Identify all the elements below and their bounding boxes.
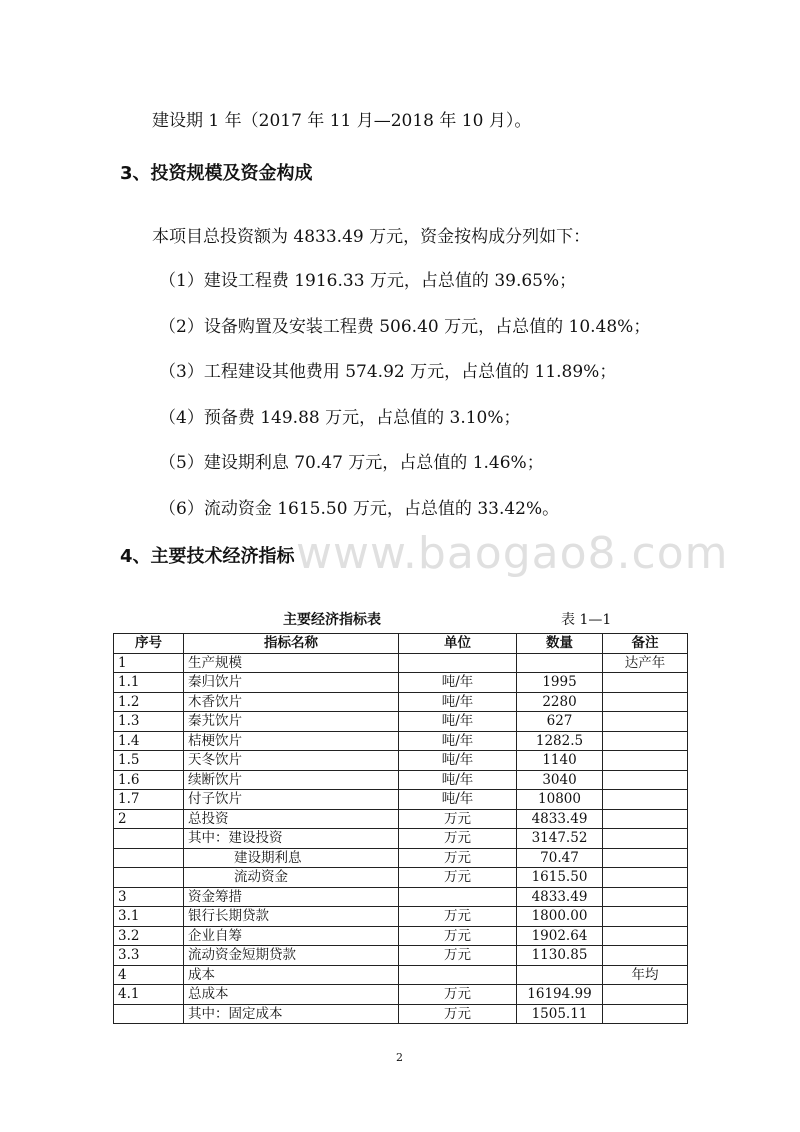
row-indicator: 秦归饮片 (184, 673, 399, 693)
table-header-row (114, 634, 688, 654)
row-unit (399, 965, 517, 985)
row-remark: 达产年 (603, 653, 688, 673)
row-quantity: 3147.52 (517, 829, 603, 849)
row-seq: 1.2 (114, 692, 184, 712)
row-indicator: 其中：固定成本 (184, 1004, 399, 1024)
row-quantity: 627 (517, 712, 603, 732)
row-quantity: 2280 (517, 692, 603, 712)
row-unit: 万元 (399, 868, 517, 888)
row-indicator: 桔梗饮片 (184, 731, 399, 751)
row-unit: 万元 (399, 829, 517, 849)
row-seq: 1.1 (114, 673, 184, 693)
table-row (114, 985, 688, 1005)
header-quantity: 数量 (517, 634, 603, 654)
row-unit (399, 887, 517, 907)
row-seq: 3.3 (114, 946, 184, 966)
row-remark (603, 712, 688, 732)
header-remarks: 备注 (603, 634, 688, 654)
table-row (114, 829, 688, 849)
header-unit: 单位 (399, 634, 517, 654)
row-seq: 3.1 (114, 907, 184, 927)
table-row (114, 673, 688, 693)
row-remark: 年均 (603, 965, 688, 985)
row-quantity: 4833.49 (517, 809, 603, 829)
row-remark (603, 985, 688, 1005)
row-quantity (517, 965, 603, 985)
row-remark (603, 770, 688, 790)
table-row (114, 653, 688, 673)
row-seq: 2 (114, 809, 184, 829)
row-unit: 吨/年 (399, 731, 517, 751)
row-indicator: 木香饮片 (184, 692, 399, 712)
row-seq (114, 848, 184, 868)
row-indicator: 天冬饮片 (184, 751, 399, 771)
economic-indicators-table (113, 633, 688, 1024)
construction-period-text: 建设期 1 年（2017 年 11 月—2018 年 10 月）。 (152, 111, 532, 131)
row-quantity: 4833.49 (517, 887, 603, 907)
row-seq: 3.2 (114, 926, 184, 946)
row-unit: 万元 (399, 848, 517, 868)
row-indicator: 续断饮片 (184, 770, 399, 790)
row-indicator: 其中：建设投资 (184, 829, 399, 849)
row-remark (603, 751, 688, 771)
row-indicator: 成本 (184, 965, 399, 985)
row-quantity: 1615.50 (517, 868, 603, 888)
row-indicator: 流动资金短期贷款 (184, 946, 399, 966)
row-seq: 1.7 (114, 790, 184, 810)
row-remark (603, 926, 688, 946)
row-remark (603, 829, 688, 849)
row-unit: 吨/年 (399, 751, 517, 771)
investment-item-4: （4）预备费 149.88 万元，占总值的 3.10%； (159, 408, 521, 428)
investment-item-6: （6）流动资金 1615.50 万元，占总值的 33.42%。 (159, 499, 560, 519)
row-seq: 1 (114, 653, 184, 673)
row-unit: 万元 (399, 926, 517, 946)
table-row (114, 790, 688, 810)
table-number: 表 1—1 (561, 612, 612, 628)
row-quantity: 16194.99 (517, 985, 603, 1005)
row-seq: 1.4 (114, 731, 184, 751)
row-unit: 吨/年 (399, 673, 517, 693)
row-indicator: 秦艽饮片 (184, 712, 399, 732)
row-seq: 1.5 (114, 751, 184, 771)
table-row (114, 887, 688, 907)
row-seq: 1.6 (114, 770, 184, 790)
row-remark (603, 809, 688, 829)
investment-item-5: （5）建设期利息 70.47 万元，占总值的 1.46%； (159, 453, 544, 473)
row-quantity (517, 653, 603, 673)
table-row (114, 868, 688, 888)
row-quantity: 70.47 (517, 848, 603, 868)
row-indicator: 银行长期贷款 (184, 907, 399, 927)
row-remark (603, 1004, 688, 1024)
row-indicator: 付子饮片 (184, 790, 399, 810)
row-unit: 万元 (399, 946, 517, 966)
row-indicator: 总投资 (184, 809, 399, 829)
row-unit: 万元 (399, 1004, 517, 1024)
table-row (114, 848, 688, 868)
row-unit: 吨/年 (399, 770, 517, 790)
row-seq: 1.3 (114, 712, 184, 732)
row-indicator: 生产规模 (184, 653, 399, 673)
row-unit: 吨/年 (399, 790, 517, 810)
table-row (114, 946, 688, 966)
row-quantity: 10800 (517, 790, 603, 810)
section-3-heading: 3、投资规模及资金构成 (120, 163, 313, 184)
row-seq (114, 868, 184, 888)
row-seq (114, 1004, 184, 1024)
table-row (114, 712, 688, 732)
row-indicator: 流动资金 (184, 868, 399, 888)
row-remark (603, 868, 688, 888)
table-row (114, 751, 688, 771)
table-row (114, 907, 688, 927)
header-indicator-name: 指标名称 (184, 634, 399, 654)
row-unit (399, 653, 517, 673)
row-remark (603, 946, 688, 966)
row-remark (603, 692, 688, 712)
table-row (114, 692, 688, 712)
investment-item-1: （1）建设工程费 1916.33 万元，占总值的 39.65%； (159, 271, 577, 291)
table-row (114, 770, 688, 790)
row-quantity: 1282.5 (517, 731, 603, 751)
row-seq (114, 829, 184, 849)
header-seq: 序号 (114, 634, 184, 654)
table-row (114, 926, 688, 946)
row-seq: 3 (114, 887, 184, 907)
row-indicator: 资金筹措 (184, 887, 399, 907)
row-indicator: 建设期利息 (184, 848, 399, 868)
row-indicator: 企业自筹 (184, 926, 399, 946)
table-row (114, 1004, 688, 1024)
row-unit: 万元 (399, 809, 517, 829)
table-row (114, 809, 688, 829)
watermark: www.baogao8.com (296, 528, 729, 579)
row-remark (603, 673, 688, 693)
row-remark (603, 907, 688, 927)
row-quantity: 3040 (517, 770, 603, 790)
row-unit: 万元 (399, 985, 517, 1005)
investment-summary-paragraph: 本项目总投资额为 4833.49 万元，资金按构成分列如下： (152, 227, 591, 247)
row-quantity: 1995 (517, 673, 603, 693)
row-seq: 4 (114, 965, 184, 985)
investment-item-2: （2）设备购置及安装工程费 506.40 万元，占总值的 10.48%； (159, 317, 651, 337)
page-number: 2 (396, 1051, 403, 1064)
investment-item-3: （3）工程建设其他费用 574.92 万元，占总值的 11.89%； (159, 362, 617, 382)
table-row (114, 731, 688, 751)
table-row (114, 965, 688, 985)
row-remark (603, 887, 688, 907)
row-quantity: 1505.11 (517, 1004, 603, 1024)
row-remark (603, 790, 688, 810)
row-quantity: 1800.00 (517, 907, 603, 927)
table-title: 主要经济指标表 (283, 612, 381, 628)
section-4-heading: 4、主要技术经济指标 (120, 546, 295, 567)
row-quantity: 1140 (517, 751, 603, 771)
row-indicator: 总成本 (184, 985, 399, 1005)
row-remark (603, 848, 688, 868)
row-unit: 吨/年 (399, 692, 517, 712)
row-quantity: 1902.64 (517, 926, 603, 946)
row-unit: 吨/年 (399, 712, 517, 732)
row-quantity: 1130.85 (517, 946, 603, 966)
row-unit: 万元 (399, 907, 517, 927)
row-seq: 4.1 (114, 985, 184, 1005)
row-remark (603, 731, 688, 751)
